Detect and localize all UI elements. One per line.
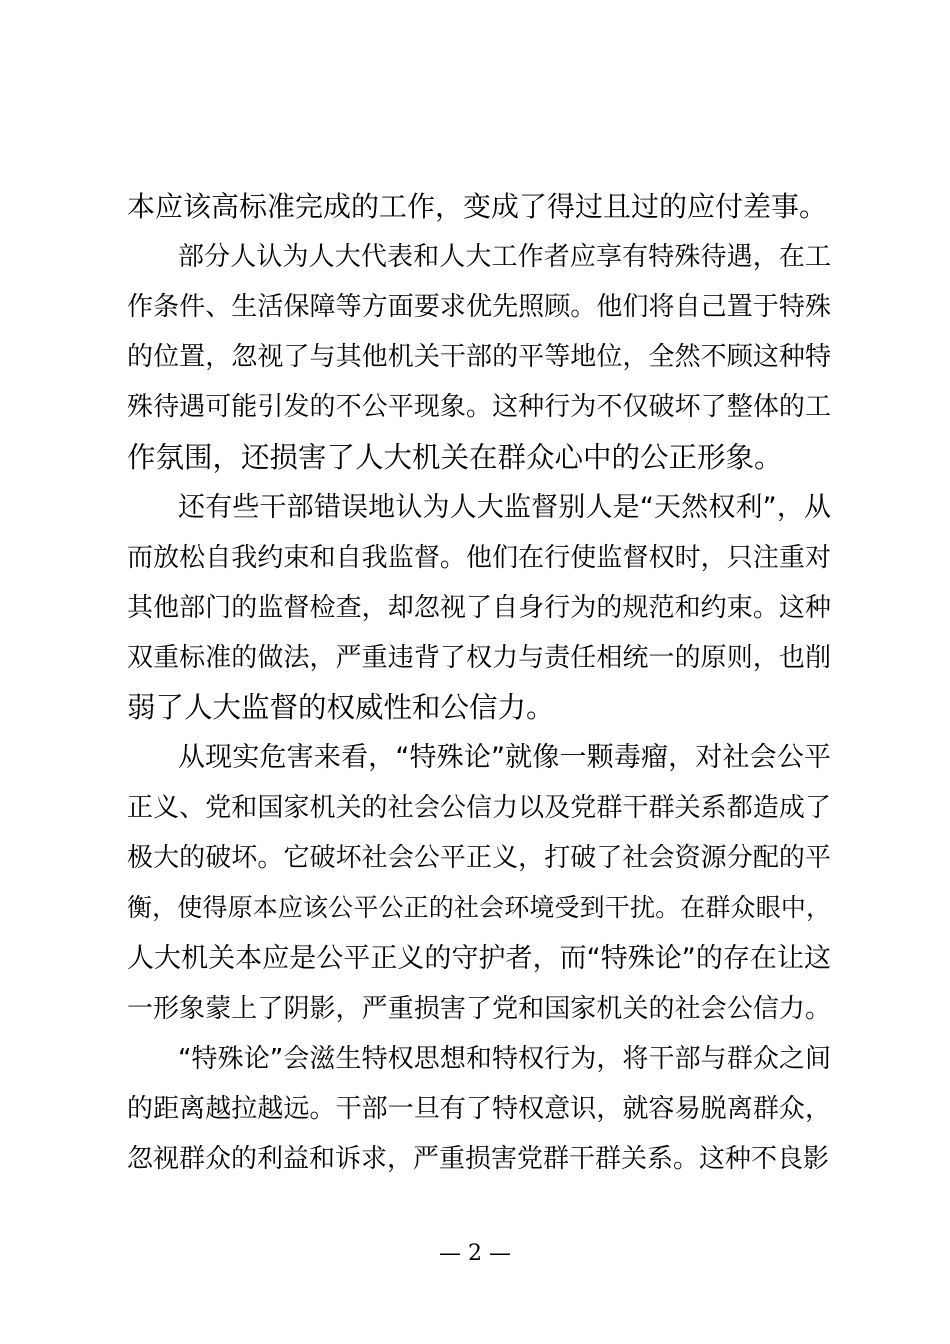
paragraph-line: 本应该高标准完成的工作，变成了得过且过的应付差事。	[127, 190, 828, 223]
paragraph-line: 双重标准的做法，严重违背了权力与责任相统一的原则，也削	[127, 642, 831, 673]
paragraph-line: 部分人认为人大代表和人大工作者应享有特殊待遇，在工	[178, 242, 831, 273]
paragraph-line: “特殊论”会滋生特权思想和特权行为，将干部与群众之间	[178, 1043, 831, 1074]
paragraph-line: 一形象蒙上了阴影，严重损害了党和国家机关的社会公信力。	[127, 993, 831, 1024]
paragraph-line: 而放松自我约束和自我监督。他们在行使监督权时，只注重对	[127, 542, 831, 573]
paragraph-line: 弱了人大监督的权威性和公信力。	[127, 691, 555, 724]
paragraph-line: 殊待遇可能引发的不公平现象。这种行为不仅破坏了整体的工	[127, 392, 831, 423]
paragraph-line: 作氛围，还损害了人大机关在群众心中的公正形象。	[127, 440, 783, 474]
paragraph-line: 正义、党和国家机关的社会公信力以及党群干群关系都造成了	[127, 793, 831, 824]
paragraph-line: 作条件、生活保障等方面要求优先照顾。他们将自己置于特殊	[127, 292, 831, 323]
paragraph-line: 其他部门的监督检查，却忽视了自身行为的规范和约束。这种	[127, 592, 831, 623]
paragraph-line: 忽视群众的利益和诉求，严重损害党群干群关系。这种不良影	[127, 1143, 830, 1174]
paragraph-line: 的距离越拉越远。干部一旦有了特权意识，就容易脱离群众，	[127, 1093, 831, 1124]
paragraph-line: 的位置，忽视了与其他机关干部的平等地位，全然不顾这种特	[127, 342, 831, 373]
page-number: — 2 —	[439, 1241, 511, 1266]
paragraph-line: 衡，使得原本应该公平公正的社会环境受到干扰。在群众眼中，	[127, 893, 831, 923]
paragraph-line: 极大的破坏。它破坏社会公平正义，打破了社会资源分配的平	[127, 843, 831, 874]
paragraph-line: 还有些干部错误地认为人大监督别人是“天然权利”，从	[178, 491, 831, 523]
paragraph-line: 从现实危害来看，“特殊论”就像一颗毒瘤，对社会公平	[178, 742, 831, 774]
paragraph-line: 人大机关本应是公平正义的守护者，而“特殊论”的存在让这	[127, 942, 831, 974]
